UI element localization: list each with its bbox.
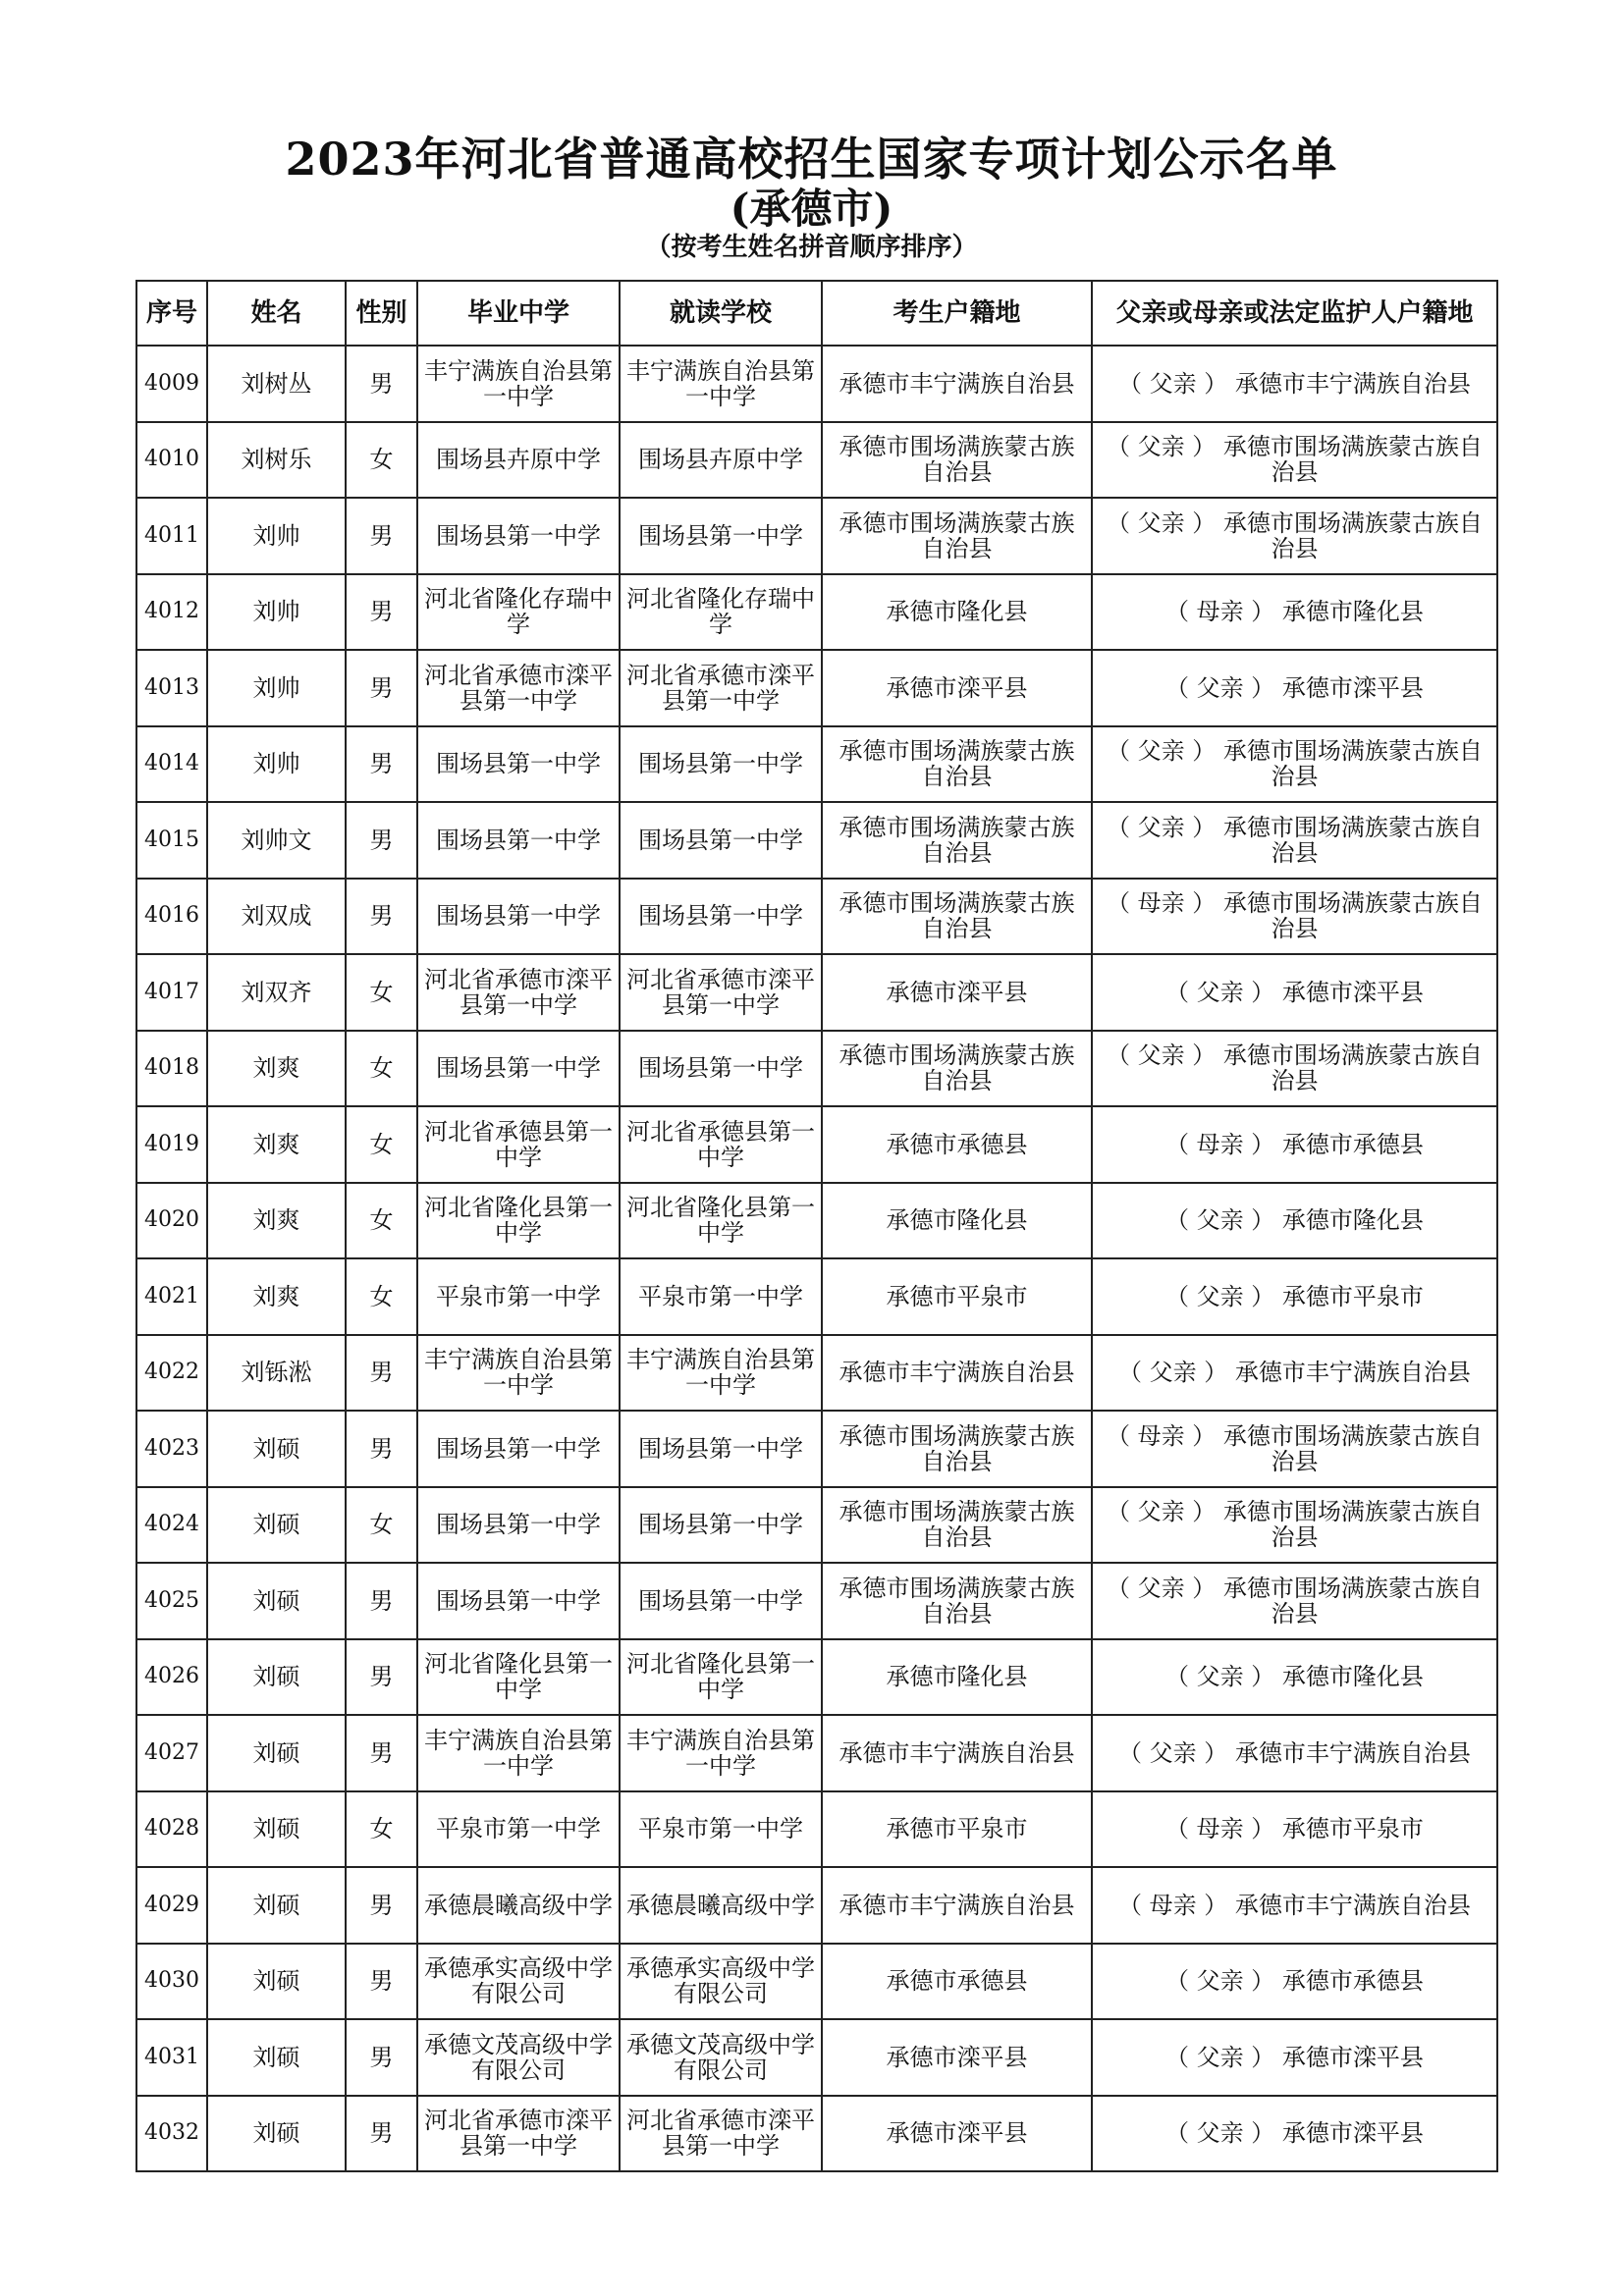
table-row [136, 954, 1497, 1031]
cell-current-school: 围场县第一中学 [620, 1563, 822, 1639]
cell-household: 承德市隆化县 [822, 1183, 1092, 1259]
table-row [136, 650, 1497, 726]
cell-grad-school: 承德承实高级中学有限公司 [417, 1944, 620, 2020]
cell-seq: 4023 [136, 1411, 207, 1487]
cell-seq: 4030 [136, 1944, 207, 2020]
cell-name: 刘硕 [207, 1639, 346, 1716]
cell-household: 承德市承德县 [822, 1944, 1092, 2020]
cell-household: 承德市平泉市 [822, 1791, 1092, 1868]
cell-name: 刘硕 [207, 1563, 346, 1639]
cell-gender: 男 [346, 802, 417, 879]
cell-seq: 4027 [136, 1715, 207, 1791]
cell-name: 刘硕 [207, 1487, 346, 1564]
cell-seq: 4011 [136, 498, 207, 574]
cell-name: 刘双齐 [207, 954, 346, 1031]
cell-seq: 4015 [136, 802, 207, 879]
cell-grad-school: 河北省承德市滦平县第一中学 [417, 650, 620, 726]
cell-seq: 4031 [136, 2019, 207, 2096]
cell-guardian-household: （ 父亲 ） 承德市平泉市 [1092, 1258, 1497, 1335]
cell-household: 承德市滦平县 [822, 2019, 1092, 2096]
cell-current-school: 围场县第一中学 [620, 726, 822, 803]
page-title: 2023年河北省普通高校招生国家专项计划公示名单 [285, 133, 1338, 186]
cell-gender: 女 [346, 1106, 417, 1183]
cell-current-school: 河北省隆化县第一中学 [620, 1183, 822, 1259]
cell-guardian-household: （ 父亲 ） 承德市围场满族蒙古族自治县 [1092, 1487, 1497, 1564]
cell-grad-school: 丰宁满族自治县第一中学 [417, 1715, 620, 1791]
cell-name: 刘硕 [207, 1715, 346, 1791]
cell-household: 承德市围场满族蒙古族自治县 [822, 1487, 1092, 1564]
cell-guardian-household: （ 父亲 ） 承德市丰宁满族自治县 [1092, 346, 1497, 422]
cell-grad-school: 围场县第一中学 [417, 802, 620, 879]
cell-seq: 4010 [136, 422, 207, 499]
cell-guardian-household: （ 父亲 ） 承德市隆化县 [1092, 1183, 1497, 1259]
cell-guardian-household: （ 父亲 ） 承德市围场满族蒙古族自治县 [1092, 498, 1497, 574]
cell-grad-school: 河北省承德县第一中学 [417, 1106, 620, 1183]
cell-gender: 男 [346, 1335, 417, 1412]
cell-current-school: 围场县第一中学 [620, 802, 822, 879]
cell-household: 承德市围场满族蒙古族自治县 [822, 1563, 1092, 1639]
table-row [136, 1183, 1497, 1259]
cell-grad-school: 河北省隆化县第一中学 [417, 1639, 620, 1716]
cell-household: 承德市丰宁满族自治县 [822, 1335, 1092, 1412]
header-grad-school: 毕业中学 [417, 281, 620, 346]
cell-name: 刘双成 [207, 879, 346, 955]
table-row [136, 1791, 1497, 1868]
cell-current-school: 围场县第一中学 [620, 498, 822, 574]
cell-guardian-household: （ 父亲 ） 承德市滦平县 [1092, 650, 1497, 726]
table-row [136, 1411, 1497, 1487]
cell-household: 承德市丰宁满族自治县 [822, 1867, 1092, 1944]
cell-name: 刘硕 [207, 2096, 346, 2172]
cell-household: 承德市滦平县 [822, 650, 1092, 726]
table-row [136, 1106, 1497, 1183]
cell-seq: 4029 [136, 1867, 207, 1944]
cell-seq: 4017 [136, 954, 207, 1031]
cell-household: 承德市隆化县 [822, 574, 1092, 651]
table-row [136, 1031, 1497, 1107]
cell-current-school: 承德承实高级中学有限公司 [620, 1944, 822, 2020]
cell-household: 承德市围场满族蒙古族自治县 [822, 1411, 1092, 1487]
cell-name: 刘爽 [207, 1258, 346, 1335]
cell-name: 刘帅 [207, 650, 346, 726]
cell-current-school: 围场县第一中学 [620, 1487, 822, 1564]
cell-household: 承德市围场满族蒙古族自治县 [822, 498, 1092, 574]
cell-current-school: 河北省承德市滦平县第一中学 [620, 650, 822, 726]
cell-current-school: 平泉市第一中学 [620, 1791, 822, 1868]
cell-seq: 4024 [136, 1487, 207, 1564]
cell-name: 刘硕 [207, 1411, 346, 1487]
header-gender: 性别 [346, 281, 417, 346]
cell-gender: 男 [346, 1411, 417, 1487]
table-row [136, 726, 1497, 803]
table-row [136, 1639, 1497, 1716]
cell-guardian-household: （ 母亲 ） 承德市丰宁满族自治县 [1092, 1867, 1497, 1944]
cell-gender: 男 [346, 2096, 417, 2172]
header-name: 姓名 [207, 281, 346, 346]
cell-current-school: 河北省隆化县第一中学 [620, 1639, 822, 1716]
cell-grad-school: 河北省承德市滦平县第一中学 [417, 2096, 620, 2172]
cell-gender: 男 [346, 498, 417, 574]
cell-guardian-household: （ 父亲 ） 承德市滦平县 [1092, 954, 1497, 1031]
table-row [136, 879, 1497, 955]
page-subtitle: (承德市) [730, 185, 893, 233]
cell-grad-school: 平泉市第一中学 [417, 1791, 620, 1868]
cell-guardian-household: （ 父亲 ） 承德市丰宁满族自治县 [1092, 1335, 1497, 1412]
cell-grad-school: 承德文茂高级中学有限公司 [417, 2019, 620, 2096]
cell-current-school: 丰宁满族自治县第一中学 [620, 1715, 822, 1791]
cell-household: 承德市隆化县 [822, 1639, 1092, 1716]
table-row [136, 498, 1497, 574]
cell-gender: 男 [346, 726, 417, 803]
table-row [136, 2019, 1497, 2096]
cell-name: 刘硕 [207, 2019, 346, 2096]
cell-grad-school: 围场县第一中学 [417, 879, 620, 955]
cell-household: 承德市围场满族蒙古族自治县 [822, 879, 1092, 955]
cell-grad-school: 河北省隆化存瑞中学 [417, 574, 620, 651]
cell-name: 刘帅 [207, 498, 346, 574]
cell-grad-school: 围场县第一中学 [417, 498, 620, 574]
cell-guardian-household: （ 母亲 ） 承德市平泉市 [1092, 1791, 1497, 1868]
cell-gender: 女 [346, 1258, 417, 1335]
table-row [136, 574, 1497, 651]
cell-guardian-household: （ 母亲 ） 承德市围场满族蒙古族自治县 [1092, 879, 1497, 955]
cell-household: 承德市丰宁满族自治县 [822, 1715, 1092, 1791]
cell-household: 承德市围场满族蒙古族自治县 [822, 726, 1092, 803]
cell-gender: 女 [346, 1487, 417, 1564]
cell-guardian-household: （ 父亲 ） 承德市围场满族蒙古族自治县 [1092, 1031, 1497, 1107]
cell-name: 刘铄淞 [207, 1335, 346, 1412]
cell-gender: 女 [346, 1183, 417, 1259]
cell-grad-school: 河北省隆化县第一中学 [417, 1183, 620, 1259]
cell-gender: 男 [346, 1867, 417, 1944]
cell-current-school: 围场县第一中学 [620, 1411, 822, 1487]
cell-household: 承德市滦平县 [822, 954, 1092, 1031]
cell-name: 刘硕 [207, 1867, 346, 1944]
cell-grad-school: 围场县第一中学 [417, 1411, 620, 1487]
table-row [136, 802, 1497, 879]
cell-current-school: 承德晨曦高级中学 [620, 1867, 822, 1944]
cell-seq: 4019 [136, 1106, 207, 1183]
cell-current-school: 围场县第一中学 [620, 1031, 822, 1107]
cell-current-school: 丰宁满族自治县第一中学 [620, 1335, 822, 1412]
cell-gender: 男 [346, 1639, 417, 1716]
table-row [136, 1867, 1497, 1944]
header-household: 考生户籍地 [822, 281, 1092, 346]
cell-current-school: 围场县第一中学 [620, 879, 822, 955]
cell-seq: 4018 [136, 1031, 207, 1107]
cell-seq: 4016 [136, 879, 207, 955]
cell-guardian-household: （ 父亲 ） 承德市滦平县 [1092, 2096, 1497, 2172]
cell-seq: 4009 [136, 346, 207, 422]
table-row [136, 1487, 1497, 1564]
cell-guardian-household: （ 父亲 ） 承德市围场满族蒙古族自治县 [1092, 422, 1497, 499]
cell-seq: 4012 [136, 574, 207, 651]
cell-name: 刘树丛 [207, 346, 346, 422]
cell-gender: 女 [346, 1031, 417, 1107]
cell-household: 承德市围场满族蒙古族自治县 [822, 802, 1092, 879]
cell-name: 刘硕 [207, 1944, 346, 2020]
cell-grad-school: 丰宁满族自治县第一中学 [417, 1335, 620, 1412]
table-row [136, 1335, 1497, 1412]
cell-household: 承德市丰宁满族自治县 [822, 346, 1092, 422]
header-guardian-household: 父亲或母亲或法定监护人户籍地 [1092, 281, 1497, 346]
cell-gender: 男 [346, 1715, 417, 1791]
table-row [136, 346, 1497, 422]
cell-gender: 女 [346, 954, 417, 1031]
cell-grad-school: 承德晨曦高级中学 [417, 1867, 620, 1944]
cell-guardian-household: （ 母亲 ） 承德市隆化县 [1092, 574, 1497, 651]
sort-note: （按考生姓名拼音顺序排序） [645, 233, 978, 262]
cell-current-school: 河北省承德县第一中学 [620, 1106, 822, 1183]
cell-household: 承德市围场满族蒙古族自治县 [822, 1031, 1092, 1107]
cell-name: 刘树乐 [207, 422, 346, 499]
cell-seq: 4028 [136, 1791, 207, 1868]
cell-gender: 女 [346, 1791, 417, 1868]
header-current-school: 就读学校 [620, 281, 822, 346]
header-seq: 序号 [136, 281, 207, 346]
cell-guardian-household: （ 父亲 ） 承德市丰宁满族自治县 [1092, 1715, 1497, 1791]
cell-seq: 4022 [136, 1335, 207, 1412]
cell-household: 承德市滦平县 [822, 2096, 1092, 2172]
table-row [136, 2096, 1497, 2172]
roster-table [135, 280, 1498, 2172]
cell-guardian-household: （ 父亲 ） 承德市承德县 [1092, 1944, 1497, 2020]
cell-seq: 4014 [136, 726, 207, 803]
cell-guardian-household: （ 父亲 ） 承德市滦平县 [1092, 2019, 1497, 2096]
cell-name: 刘爽 [207, 1183, 346, 1259]
cell-guardian-household: （ 母亲 ） 承德市围场满族蒙古族自治县 [1092, 1411, 1497, 1487]
cell-guardian-household: （ 父亲 ） 承德市围场满族蒙古族自治县 [1092, 726, 1497, 803]
cell-gender: 男 [346, 650, 417, 726]
table-row [136, 1715, 1497, 1791]
cell-guardian-household: （ 母亲 ） 承德市承德县 [1092, 1106, 1497, 1183]
cell-gender: 男 [346, 2019, 417, 2096]
cell-name: 刘爽 [207, 1031, 346, 1107]
cell-guardian-household: （ 父亲 ） 承德市隆化县 [1092, 1639, 1497, 1716]
table-row [136, 422, 1497, 499]
cell-seq: 4025 [136, 1563, 207, 1639]
cell-grad-school: 围场县第一中学 [417, 1563, 620, 1639]
cell-guardian-household: （ 父亲 ） 承德市围场满族蒙古族自治县 [1092, 802, 1497, 879]
cell-name: 刘帅文 [207, 802, 346, 879]
cell-seq: 4020 [136, 1183, 207, 1259]
cell-seq: 4026 [136, 1639, 207, 1716]
cell-guardian-household: （ 父亲 ） 承德市围场满族蒙古族自治县 [1092, 1563, 1497, 1639]
cell-current-school: 承德文茂高级中学有限公司 [620, 2019, 822, 2096]
cell-grad-school: 围场县卉原中学 [417, 422, 620, 499]
cell-grad-school: 平泉市第一中学 [417, 1258, 620, 1335]
table-row [136, 1944, 1497, 2020]
cell-grad-school: 丰宁满族自治县第一中学 [417, 346, 620, 422]
cell-gender: 男 [346, 1563, 417, 1639]
cell-gender: 男 [346, 1944, 417, 2020]
cell-seq: 4021 [136, 1258, 207, 1335]
cell-gender: 男 [346, 574, 417, 651]
cell-grad-school: 围场县第一中学 [417, 1487, 620, 1564]
cell-current-school: 平泉市第一中学 [620, 1258, 822, 1335]
cell-seq: 4013 [136, 650, 207, 726]
cell-grad-school: 河北省承德市滦平县第一中学 [417, 954, 620, 1031]
cell-name: 刘帅 [207, 574, 346, 651]
cell-household: 承德市承德县 [822, 1106, 1092, 1183]
cell-name: 刘爽 [207, 1106, 346, 1183]
cell-seq: 4032 [136, 2096, 207, 2172]
cell-gender: 男 [346, 346, 417, 422]
cell-grad-school: 围场县第一中学 [417, 726, 620, 803]
cell-current-school: 丰宁满族自治县第一中学 [620, 346, 822, 422]
table-row [136, 1258, 1497, 1335]
cell-household: 承德市平泉市 [822, 1258, 1092, 1335]
cell-gender: 女 [346, 422, 417, 499]
table-header-row [136, 281, 1497, 346]
table-row [136, 1563, 1497, 1639]
cell-current-school: 河北省承德市滦平县第一中学 [620, 954, 822, 1031]
cell-grad-school: 围场县第一中学 [417, 1031, 620, 1107]
cell-current-school: 河北省承德市滦平县第一中学 [620, 2096, 822, 2172]
cell-name: 刘硕 [207, 1791, 346, 1868]
cell-gender: 男 [346, 879, 417, 955]
cell-current-school: 围场县卉原中学 [620, 422, 822, 499]
cell-name: 刘帅 [207, 726, 346, 803]
cell-household: 承德市围场满族蒙古族自治县 [822, 422, 1092, 499]
cell-current-school: 河北省隆化存瑞中学 [620, 574, 822, 651]
